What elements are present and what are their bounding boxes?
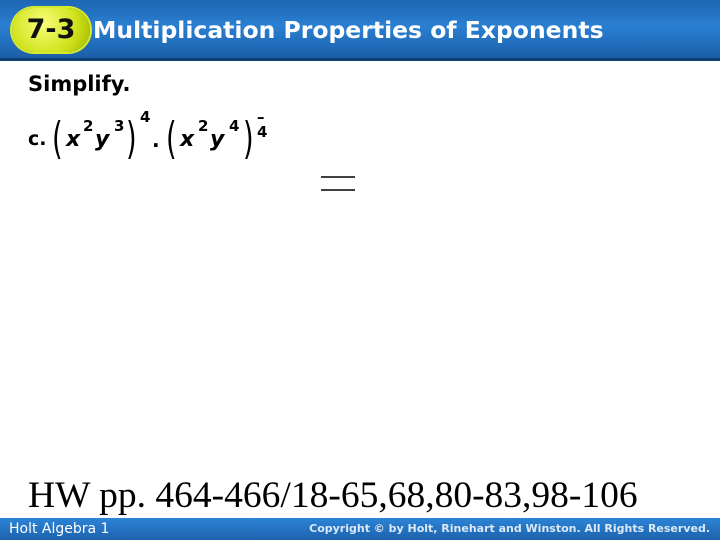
- exponent: 3: [114, 117, 125, 135]
- problem-label: c.: [28, 128, 47, 150]
- copyright-notice: Copyright © by Holt, Rinehart and Winston. All Rights Reserved.: [309, 522, 710, 535]
- right-paren: ): [243, 113, 254, 164]
- base-x: x: [66, 127, 81, 152]
- exponent: 4: [229, 117, 240, 135]
- base-y: y: [210, 127, 225, 152]
- course-name: Holt Algebra 1: [9, 521, 110, 537]
- outer-exponent: –4: [257, 108, 268, 141]
- outer-exponent: 4: [140, 108, 151, 126]
- left-paren: (: [166, 113, 177, 164]
- right-paren: ): [126, 113, 137, 164]
- header-divider: [0, 58, 720, 61]
- lesson-title: Multiplication Properties of Exponents: [93, 16, 604, 44]
- lesson-number: 7-3: [26, 14, 76, 45]
- base-y: y: [95, 127, 110, 152]
- base-x: x: [180, 127, 195, 152]
- equals-sign: [320, 170, 356, 196]
- homework-assignment: HW pp. 464-466/18-65,68,80-83,98-106: [28, 475, 638, 516]
- exponent: 2: [83, 117, 94, 135]
- multiply-dot: ·: [152, 133, 160, 157]
- exponent: 2: [198, 117, 209, 135]
- left-paren: (: [52, 113, 63, 164]
- instruction-text: Simplify.: [28, 72, 131, 96]
